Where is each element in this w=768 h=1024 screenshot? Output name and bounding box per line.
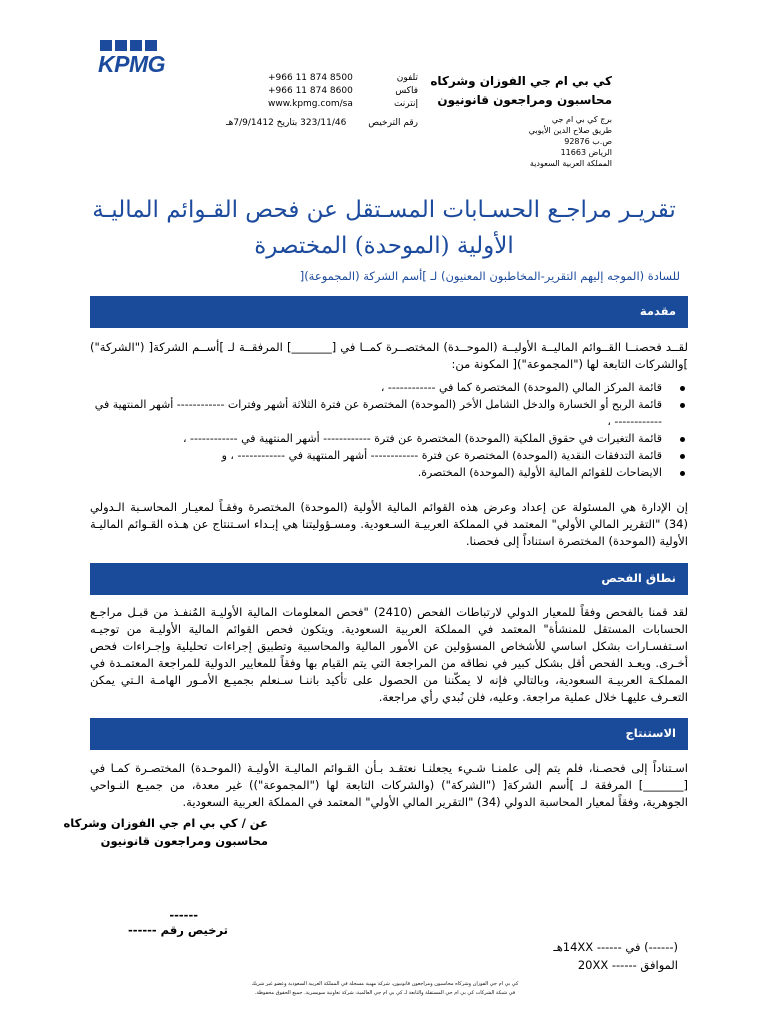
fax-label: فاكس bbox=[395, 86, 418, 96]
address-line: ص.ب 92876 bbox=[564, 137, 612, 146]
svg-text:KPMG: KPMG bbox=[98, 51, 165, 76]
website-link[interactable]: www.kpmg.com/sa bbox=[268, 99, 353, 109]
date-block bbox=[553, 938, 678, 974]
report-title-line1: تقريـر مراجـع الحسـابات المسـتقل عن فحص القـوائم الماليـة bbox=[92, 197, 676, 223]
firm-subtitle: محاسبون ومراجعون قانونيون bbox=[437, 93, 612, 107]
contact-labels bbox=[386, 72, 418, 111]
report-title bbox=[88, 192, 680, 264]
list-item: الايضاحات للقوائم المالية الأولية (الموحدة) المختصرة. bbox=[90, 464, 688, 481]
section-heading-intro: مقدمة bbox=[90, 296, 688, 328]
conclusion-paragraph: اسـتناداً إلى فحصـنا، فلم يتم إلى علمنـا شـيء يجعلنـا نعتقـد بـأن القـوائم الماليـة الأوليـة (الموحـدة) المختصـرة كمـا في [_______] المرفقة لـ ]أسم الشركة[ ("الشركة") (والشركات التابعة لها ("المجموعة")) غير معدة، من جميـع النـواحي الجوهرية، وفقاً لمعيار المحاسبة الدولي (34) "التقرير المالي الأولي" المعتمد في المملكة العربية السعودية. bbox=[90, 761, 688, 809]
signatory-dashes: ------ bbox=[169, 908, 198, 922]
date-gregorian: الموافق ------ 20XX bbox=[577, 958, 678, 972]
license-label: رقم الترخيص bbox=[368, 118, 418, 128]
website-label: إنترنت bbox=[393, 99, 418, 109]
list-item: قائمة الربح أو الخسارة والدخل الشامل الأخر (الموحدة) المختصرة عن فترة الثلاثة أشهر وفترات ------------ أشهر المنتهية في ------------ ، bbox=[90, 396, 688, 430]
scope-paragraph: لقد قمنا بالفحص وفقاً للمعيار الدولي لارتباطات الفحص (2410) "فحص المعلومات المالية الأوليـة المُنفـذ من قبـل مراجـع الحسابات المستقل للمنشأة" المعتمد في المملكة العربية السعودية. ويتكون فحص القوائم المالية الأوليـة من توجيـه اسـتفسـارات بشكل اساسي للأشخاص المسؤولين عن الأمور المالية والمحاسبية وتطبيق إجراءات تحليلية وإجـراءات فحص أخـرى. ويعـد الفحص أقل بشكل كبير في نطاقه من المراجعة التي يتم القيام بها وفقاً للمعايير الدولية للمراجعة المعتمـدة في المملكـة العربيـة السعودية، وبالتالي فإنه لا يمكّننا من الحصول على تأكيد باننـا سـنعلم بجميـع الأمـور الهامـة الـتي يمكن التعـرف عليهـا خلال عملية مراجعة. وعليه، فلن نُبدي رأي مراجعة. bbox=[90, 605, 688, 704]
kpmg-logo bbox=[98, 40, 194, 76]
address-line: برج كي بي ام جي bbox=[551, 115, 612, 124]
license-number: ترخيص رقم ------ bbox=[128, 923, 228, 937]
footer-note bbox=[220, 980, 550, 998]
kpmg-logo-mark bbox=[98, 40, 194, 76]
firm-name: كي بي ام جي الفوزان وشركاه bbox=[430, 74, 612, 88]
phone-label: تلفون bbox=[396, 73, 418, 83]
license-value: 323/11/46 بتاريخ 7/9/1412هـ bbox=[226, 118, 347, 128]
address-line: الرياض 11663 bbox=[560, 148, 612, 157]
phone-value: +966 11 874 8500 bbox=[268, 73, 353, 83]
date-hijri: (------) في ------ 14XXهـ bbox=[553, 940, 678, 954]
fax-value: +966 11 874 8600 bbox=[268, 86, 353, 96]
management-responsibility-paragraph: إن الإدارة هي المسئولة عن إعداد وعرض هذه القوائم المالية الأولية (الموحدة) المختصرة وفقـاً لمعيـار المحاسـبة الـدولي (34) "التقرير المالي الأولي" المعتمد في المملكة العربيـة السـعودية. ومسـؤوليتنا هي إبـداء اسـتنتاج عن هـذه القـوائم الماليـة الأولية (الموحدة) المختصرة استناداً إلى فحصنا. bbox=[90, 500, 688, 548]
address-line: طريق صلاح الدين الأيوبي bbox=[528, 126, 612, 135]
footer-line: في شبكة الشركات كي بي ام جي المستقلة والتابعة لـ كي بي ام جي العالمية، شركة تعاونية سويسرية. جميع الحقوق محفوظة. bbox=[254, 990, 516, 996]
list-item: قائمة المركز المالي (الموحدة) المختصرة كما في ------------ ، bbox=[90, 379, 688, 396]
section-heading-scope: نطاق الفحص bbox=[90, 563, 688, 595]
signature-block bbox=[63, 814, 268, 850]
intro-paragraph: لقــد فحصنــا القــوائم الماليــة الأوليــة (الموحــدة) المختصــرة كمــا في [_______] المرفقــة لـ ]أســم الشركة[ ("الشركة") ]والشركات التابعة لها ("المجموعة")[ المكونة من: bbox=[90, 340, 688, 371]
address-line: المملكة العربية السعودية bbox=[529, 159, 612, 168]
list-item: قائمة التغيرات في حقوق الملكية (الموحدة) المختصرة عن فترة ------------ أشهر المنتهية في ------------ ، bbox=[90, 430, 688, 447]
firm-header bbox=[430, 72, 612, 169]
addressee-line: للسادة (الموجه إليهم التقرير-المخاطبون المعنيون) لـ ]أسم الشركة (المجموعة)[ bbox=[299, 269, 680, 283]
signature-subtitle: محاسبون ومراجعون قانونيون bbox=[100, 834, 268, 848]
list-item: قائمة التدفقات النقدية (الموحدة) المختصرة عن فترة ------------ أشهر المنتهية في ------------ ، و bbox=[90, 447, 688, 464]
contact-values bbox=[268, 72, 353, 111]
statement-list bbox=[90, 379, 688, 481]
signature-firm: عن / كي بي ام جي الفوزان وشركاه bbox=[63, 816, 268, 830]
firm-address bbox=[430, 114, 612, 169]
footer-line: كي بي ام جي الفوزان وشركاه محاسبون ومراجعون قانونيون، شركة مهنية مسجلة في المملكة العربية السعودية وعضو غير شريك bbox=[251, 981, 519, 987]
section-heading-conclusion: الاستنتاج bbox=[90, 718, 688, 750]
report-title-line2: الأولية (الموحدة) المختصرة bbox=[254, 233, 514, 259]
